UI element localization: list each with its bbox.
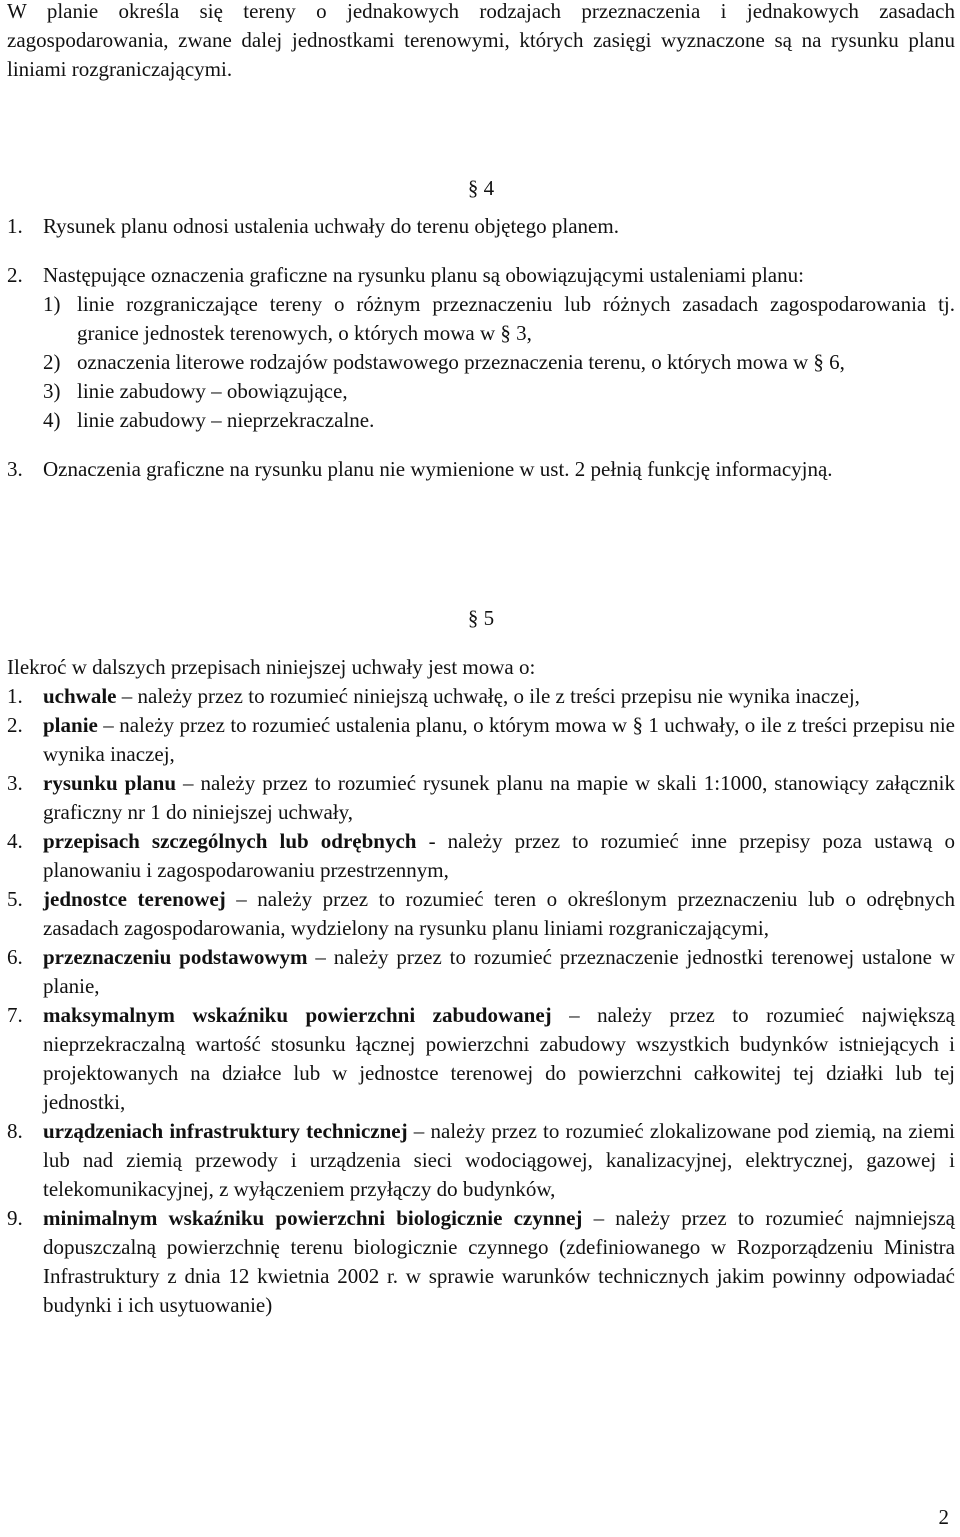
- definition-text: - należy przez to rozumieć inne przepisy poza ustawą o planowaniu i zagospodarowaniu przestrzennym,: [43, 829, 955, 882]
- sub-list-item: 1) linie rozgraniczające tereny o różnym przeznaczeniu lub różnych zasadach zagospodarowania tj. granice jednostek terenowych, o których mowa w § 3,: [43, 292, 955, 345]
- definitions-list: [7, 682, 955, 1320]
- section-5-heading: § 5: [467, 606, 495, 630]
- definition-text: – należy przez to rozumieć niniejszą uchwałę, o ile z treści przepisu nie wynika inaczej,: [116, 684, 860, 708]
- section-4-paragraph-1: [7, 212, 955, 241]
- definition-term: rysunku planu: [43, 771, 177, 795]
- section-5-lead: Ilekroć w dalszych przepisach niniejszej uchwały jest mowa o:: [7, 655, 536, 679]
- section-4-heading: § 4: [467, 176, 495, 200]
- section-4: [7, 174, 955, 484]
- section-4-paragraph-3: [7, 455, 955, 484]
- definition-item: 6. przeznaczeniu podstawowym – należy przez to rozumieć przeznaczenie jednostki terenowej ustalone w planie,: [7, 945, 955, 998]
- definition-text: – należy przez to rozumieć przeznaczenie jednostki terenowej ustalone w planie,: [43, 945, 955, 998]
- paragraph-text: Następujące oznaczenia graficzne na rysunku planu są obowiązującymi ustaleniami planu:: [43, 263, 804, 287]
- intro-paragraph: W planie określa się tereny o jednakowych rodzajach przeznaczenia i jednakowych zasadach zagospodarowania, zwane dalej jednostkami terenowymi, których zasięgi wyznaczone są na rysunku planu liniami rozgraniczającymi.: [7, 0, 955, 81]
- definition-text: – należy przez to rozumieć ustalenia planu, o którym mowa w § 1 uchwały, o ile z treści przepisu nie wynika inaczej,: [43, 713, 955, 766]
- definition-item: 2. planie – należy przez to rozumieć ustalenia planu, o którym mowa w § 1 uchwały, o ile z treści przepisu nie wynika inaczej,: [7, 713, 955, 766]
- definition-item: 7. maksymalnym wskaźniku powierzchni zabudowanej – należy przez to rozumieć największą nieprzekraczalną wartość stosunku łącznej powierzchni zabudowy wszystkich budynków istniejących i projektowanych na działce lub w jednostce terenowej do powierzchni całkowitej tej działki lub tej jednostki,: [7, 1003, 955, 1114]
- definition-text: – należy przez to rozumieć rysunek planu na mapie w skali 1:1000, stanowiący załącznik graficzny nr 1 do niniejszej uchwały,: [43, 771, 956, 824]
- paragraph-number: 1.: [7, 214, 23, 238]
- definition-term: planie: [43, 713, 98, 737]
- definition-term: przeznaczeniu podstawowym: [43, 945, 308, 969]
- definition-term: jednostce terenowej: [43, 887, 226, 911]
- definition-item: 4. przepisach szczególnych lub odrębnych - należy przez to rozumieć inne przepisy poza ustawą o planowaniu i zagospodarowaniu przestrzennym,: [7, 829, 955, 882]
- definition-item: 1. uchwale – należy przez to rozumieć niniejszą uchwałę, o ile z treści przepisu nie wynika inaczej,: [7, 684, 860, 708]
- sub-list-item: 3) linie zabudowy – obowiązujące,: [43, 379, 348, 403]
- definition-item: 3. rysunku planu – należy przez to rozumieć rysunek planu na mapie w skali 1:1000, stanowiący załącznik graficzny nr 1 do niniejszej uchwały,: [7, 771, 956, 824]
- definition-text: – należy przez to rozumieć teren o określonym przeznaczeniu lub o odrębnych zasadach zagospodarowania, wydzielony na rysunku planu liniami rozgraniczającymi,: [43, 887, 955, 940]
- definition-term: maksymalnym wskaźniku powierzchni zabudowanej: [43, 1003, 552, 1027]
- definition-item: 9. minimalnym wskaźniku powierzchni biologicznie czynnej – należy przez to rozumieć najmniejszą dopuszczalną powierzchnię terenu biologicznie czynnego (zdefiniowanego w Rozporządzeniu Ministra Infrastruktury z dnia 12 kwietnia 2002 r. w sprawie warunków technicznych jakim powinny odpowiadać budynki i ich usytuowanie): [7, 1206, 955, 1317]
- definition-term: urządzeniach infrastruktury technicznej: [43, 1119, 408, 1143]
- definition-item: 8. urządzeniach infrastruktury technicznej – należy przez to rozumieć zlokalizowane pod ziemią, na ziemi lub nad ziemią przewody i urządzenia sieci wodociągowej, kanalizacyjnej, elektrycznej, gazowej i telekomunikacyjnej, z wyłączeniem przyłączy do budynków,: [7, 1119, 955, 1201]
- definition-term: przepisach szczególnych lub odrębnych: [43, 829, 417, 853]
- sub-list-item: 4) linie zabudowy – nieprzekraczalne.: [43, 408, 375, 432]
- definition-term: minimalnym wskaźniku powierzchni biologicznie czynnej: [43, 1206, 583, 1230]
- paragraph-number: 2.: [7, 263, 23, 287]
- sub-list: [43, 290, 955, 435]
- paragraph-number: 3.: [7, 457, 23, 481]
- sub-list-item: 2) oznaczenia literowe rodzajów podstawowego przeznaczenia terenu, o których mowa w § 6,: [43, 350, 845, 374]
- definition-text: – należy przez to rozumieć największą nieprzekraczalną wartość stosunku łącznej powierzchni zabudowy wszystkich budynków istniejących i projektowanych na działce lub w jednostce terenowej do powierzchni całkowitej tej działki lub tej jednostki,: [43, 1003, 955, 1114]
- definition-text: – należy przez to rozumieć zlokalizowane pod ziemią, na ziemi lub nad ziemią przewody i urządzenia sieci wodociągowej, kanalizacyjnej, elektrycznej, gazowej i telekomunikacyjnej, z wyłączeniem przyłączy do budynków,: [43, 1119, 955, 1201]
- section-4-paragraph-2: [7, 261, 955, 435]
- page-number: 2: [938, 1505, 949, 1529]
- definition-text: – należy przez to rozumieć najmniejszą dopuszczalną powierzchnię terenu biologicznie czynnego (zdefiniowanego w Rozporządzeniu Ministra Infrastruktury z dnia 12 kwietnia 2002 r. w sprawie warunków technicznych jakim powinny odpowiadać budynki i ich usytuowanie): [43, 1206, 955, 1317]
- definition-term: uchwale: [43, 684, 117, 708]
- paragraph-text: Rysunek planu odnosi ustalenia uchwały do terenu objętego planem.: [43, 214, 619, 238]
- section-5: [7, 604, 955, 1320]
- paragraph-text: Oznaczenia graficzne na rysunku planu nie wymienione w ust. 2 pełnią funkcję informacyjną.: [43, 457, 833, 481]
- definition-item: 5. jednostce terenowej – należy przez to rozumieć teren o określonym przeznaczeniu lub o odrębnych zasadach zagospodarowania, wydzielony na rysunku planu liniami rozgraniczającymi,: [7, 887, 955, 940]
